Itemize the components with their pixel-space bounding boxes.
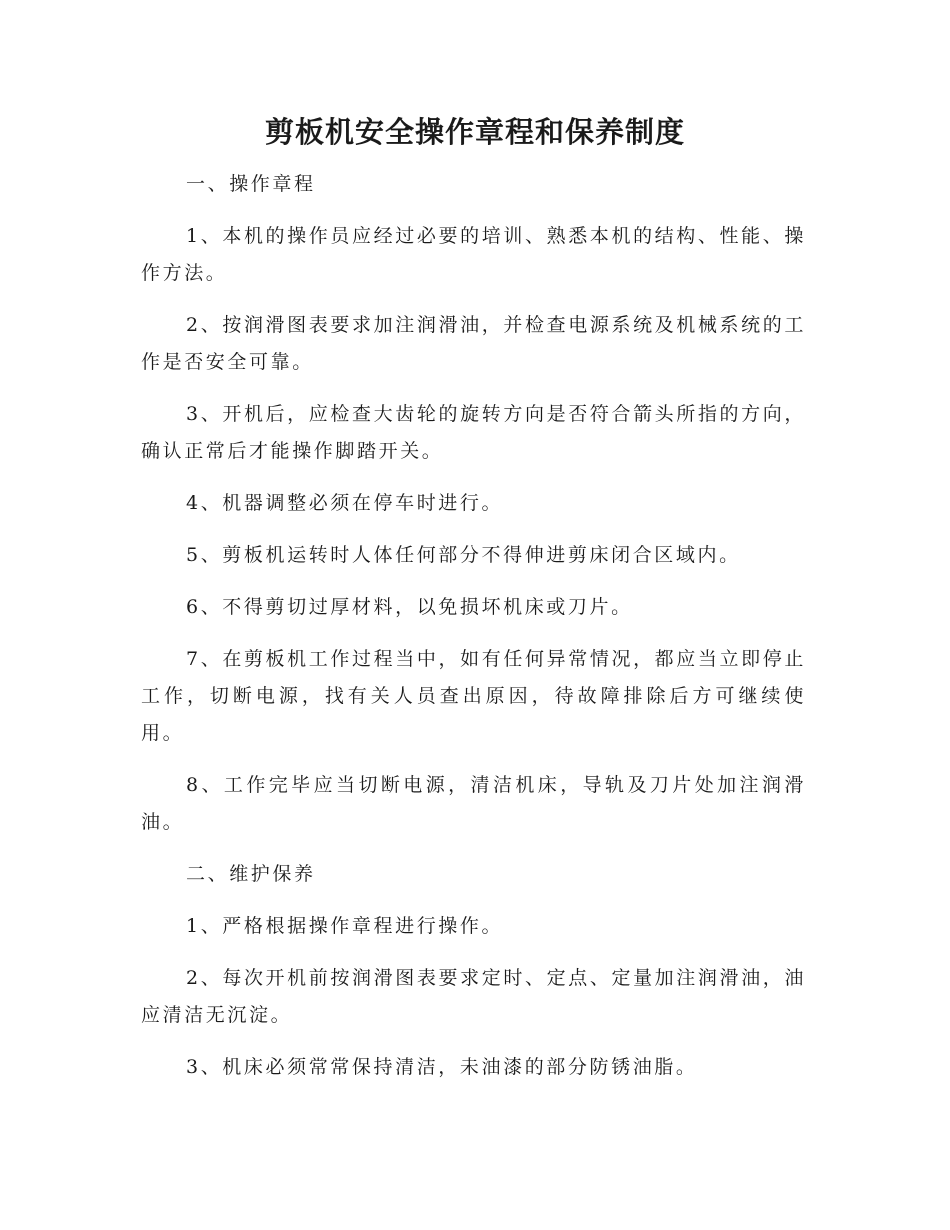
paragraph: 8、工作完毕应当切断电源，清洁机床，导轨及刀片处加注润滑油。 [141,774,806,833]
paragraph: 4、机器调整必须在停车时进行。 [186,492,504,514]
section-heading-maintenance: 二、维护保养 [186,863,316,885]
section-heading-operation: 一、操作章程 [186,173,316,195]
paragraph: 2、按润滑图表要求加注润滑油，并检查电源系统及机械系统的工作是否安全可靠。 [141,314,806,373]
paragraph: 2、每次开机前按润滑图表要求定时、定点、定量加注润滑油，油应清洁无沉淀。 [141,967,806,1026]
paragraph: 3、开机后，应检查大齿轮的旋转方向是否符合箭头所指的方向，确认正常后才能操作脚踏开关。 [141,403,806,462]
paragraph: 7、在剪板机工作过程当中，如有任何异常情况，都应当立即停止工作，切断电源，找有关人员查出原因，待故障排除后方可继续使用。 [141,648,806,744]
paragraph: 1、本机的操作员应经过必要的培训、熟悉本机的结构、性能、操作方法。 [141,225,806,284]
paragraph: 1、严格根据操作章程进行操作。 [186,915,504,937]
document-body [141,166,806,1101]
document-title: 剪板机安全操作章程和保养制度 [264,115,685,149]
paragraph: 6、不得剪切过厚材料，以免损坏机床或刀片。 [186,596,633,618]
paragraph: 5、剪板机运转时人体任何部分不得伸进剪床闭合区域内。 [186,544,741,566]
paragraph: 3、机床必须常常保持清洁，未油漆的部分防锈油脂。 [186,1056,698,1078]
